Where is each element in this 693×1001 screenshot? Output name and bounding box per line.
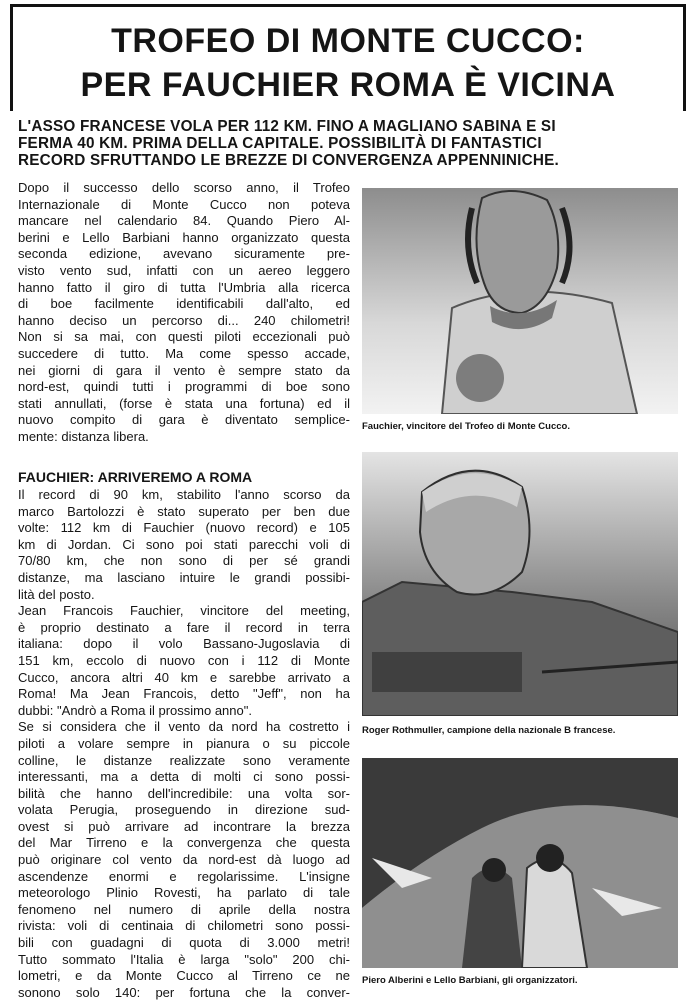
subtitle-line: RECORD SFRUTTANDO LE BREZZE DI CONVERGENZA APPENNINICHE. — [18, 152, 559, 169]
photo-caption: Roger Rothmuller, campione della nazionale B francese. — [362, 725, 616, 736]
text-line: 70/80 km, che non sono di per sé grandi — [18, 553, 350, 569]
text-line: ovest si può arrivare ad incontrare la brezza — [18, 818, 350, 834]
text-line: volte: 112 km di Fauchier (nuovo record) e 105 — [18, 520, 350, 536]
text-line: sonono solo 140: per fortuna che la conver- — [18, 984, 350, 1000]
text-line: Il record di 90 km, stabilito l'anno scorso da — [18, 487, 350, 502]
text-line: Tutto sommato l'Italia è larga "solo" 200 chi- — [18, 951, 350, 967]
title-box — [10, 4, 686, 108]
text-line: Non si sa mai, con questi piloti eccezionali può — [18, 329, 350, 345]
intro-paragraph — [18, 180, 350, 446]
text-line: Jean Francois Fauchier, vincitore del meeting, — [18, 603, 350, 619]
text-line: volata Perugia, proseguendo in direzione sud- — [18, 802, 350, 818]
text-line: Se si considera che il vento da nord ha costretto i — [18, 719, 350, 735]
subtitle-line: FERMA 40 KM. PRIMA DELLA CAPITALE. POSSIBILITÀ DI FANTASTICI — [18, 135, 542, 152]
photo-caption: Piero Alberini e Lello Barbiani, gli organizzatori. — [362, 975, 578, 986]
text-line: visto vento sud, infatti con un aereo leggero — [18, 262, 350, 278]
text-line: bilità che hanno dell'incredibile: una volta sor- — [18, 785, 350, 801]
subtitle — [18, 118, 686, 169]
text-line: Cucco, ancora altri 40 km e sarebbe arrivato a — [18, 669, 350, 685]
text-line: nord-est, quindi tutti i programmi di boe sono — [18, 379, 350, 395]
text-line: meteorologo Plinio Rovesti, ha parlato di tale — [18, 885, 350, 901]
text-line: ascendenze enormi e regolarissime. L'insigne — [18, 868, 350, 884]
text-line: interessanti, ma a detta di molti ci sono possi- — [18, 769, 350, 785]
text-line: km di Jordan. Ci sono poi stati parecchi voli di — [18, 536, 350, 552]
text-line: fenomeno nel numero di aprile della nostra — [18, 901, 350, 917]
text-line: di boe facilmente identificabili dall'alto, ed — [18, 296, 350, 312]
subtitle-line: L'ASSO FRANCESE VOLA PER 112 KM. FINO A MAGLIANO SABINA E SI — [18, 118, 556, 135]
photo-organizers — [362, 758, 678, 968]
text-line: nei giorni di gara il vento è sempre stato da — [18, 362, 350, 378]
headline-line-2: PER FAUCHIER ROMA È VICINA — [80, 66, 616, 104]
text-line: hanno deciso un percorso di... 240 chilometri! — [18, 312, 350, 328]
photo-rothmuller — [362, 452, 678, 716]
text-line: seconda edizione, avevano sicuramente pre- — [18, 246, 350, 262]
text-line: succedere di tutto. Ma come spesso accade, — [18, 345, 350, 361]
text-line: Internazionale di Monte Cucco non poteva — [18, 196, 350, 212]
photo-fauchier — [362, 188, 678, 414]
text-line: italiana: dopo il volo Bassano-Jugoslavia di — [18, 636, 350, 652]
text-line: Dopo il successo dello scorso anno, il Trofeo — [18, 180, 350, 195]
headline-line-1: TROFEO DI MONTE CUCCO: — [111, 22, 585, 60]
text-line: lità del posto. — [18, 586, 95, 602]
text-line: stati annullati, (forse è stata una fortuna) ed il — [18, 395, 350, 411]
text-line: del Mar Tirreno e la convergenza che questa — [18, 835, 350, 851]
text-line: berini e Lello Barbiani hanno organizzato questa — [18, 229, 350, 245]
text-line: è proprio destinato a fare il record in terra — [18, 619, 350, 635]
text-line: lometri, e da Monte Cucco al Tirreno ce ne — [18, 968, 350, 984]
text-line: marco Bartolozzi è stato superato per ben due — [18, 503, 350, 519]
text-line: colline, le distanze realizzate sono veramente — [18, 752, 350, 768]
photo-caption: Fauchier, vincitore del Trofeo di Monte Cucco. — [362, 421, 570, 432]
text-line: rivista: voli di centinaia di chilometri sono possi- — [18, 918, 350, 934]
text-line: piloti a volare sempre in pianura o su piccole — [18, 735, 350, 751]
text-line: distanze, ma lasciano intuire le grandi possibi- — [18, 569, 350, 585]
text-line: nuovo compito di gara è diventato semplice- — [18, 412, 350, 428]
body-paragraphs — [18, 487, 350, 1001]
text-line: hanno fatto il giro di tutta l'Umbria alla ricerca — [18, 279, 350, 295]
text-line: bili con guadagni di quota di 3.000 metri! — [18, 935, 350, 951]
text-line: mente: distanza libera. — [18, 428, 149, 444]
text-line: Roma! Ma Jean Francois, detto "Jeff", non ha — [18, 686, 350, 702]
text-line: dubbi: "Andrò a Roma il prossimo anno". — [18, 702, 252, 718]
section-heading: FAUCHIER: ARRIVEREMO A ROMA — [18, 469, 253, 485]
text-line: mancare nel calendario 84. Quando Piero Al- — [18, 213, 350, 229]
text-line: può originare col vento da nord-est dà luogo ad — [18, 852, 350, 868]
text-line: 151 km, eccolo di nuovo con i 112 di Monte — [18, 652, 350, 668]
